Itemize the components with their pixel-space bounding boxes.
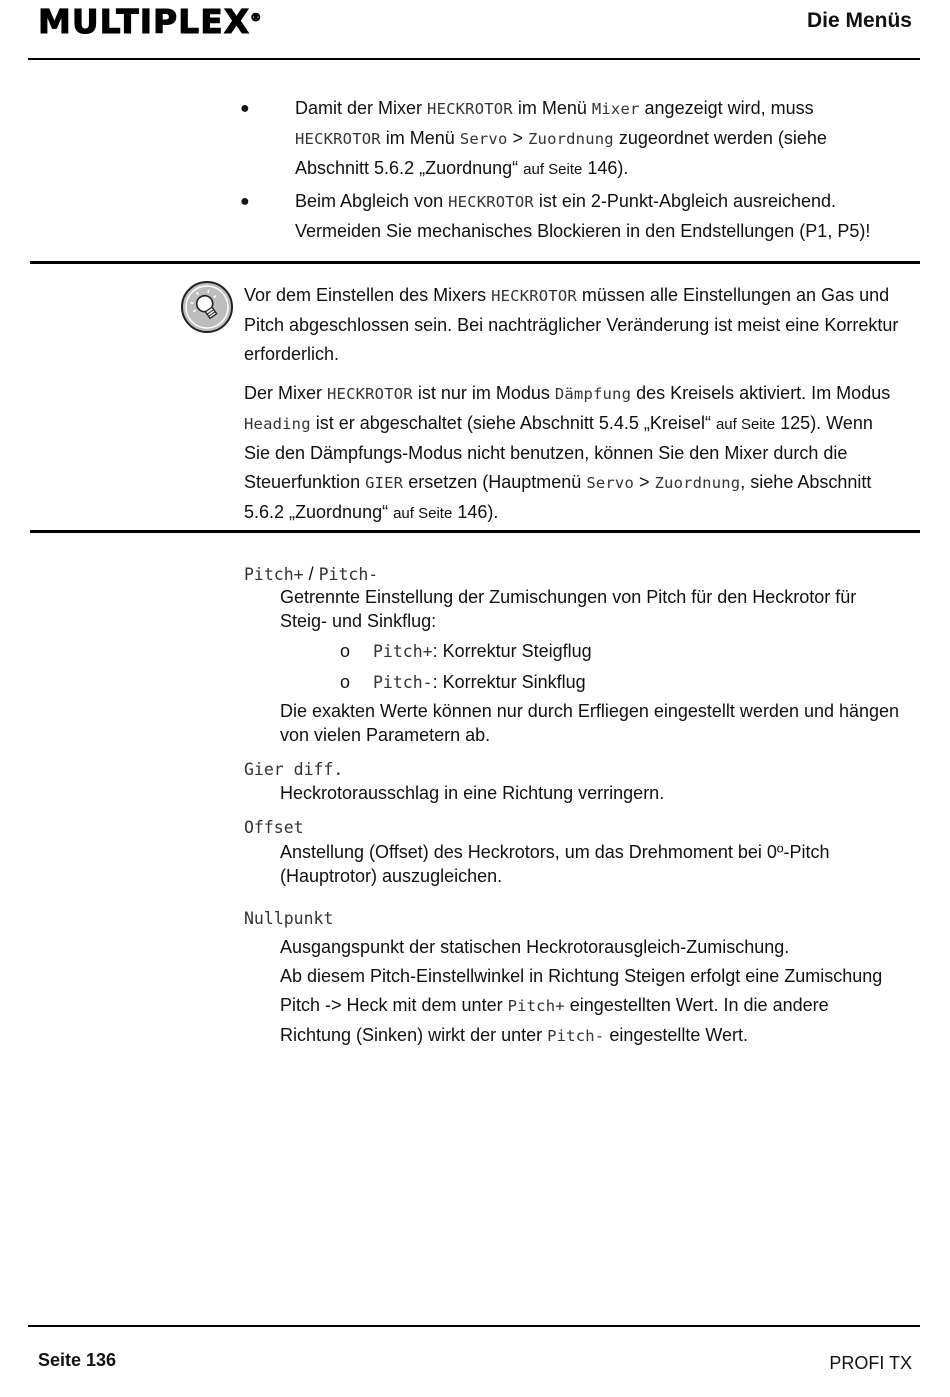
page-ref-label: auf Seite — [523, 161, 583, 178]
page-number: Seite 136 — [38, 1350, 117, 1370]
text-run: > — [507, 128, 529, 148]
brand-logo — [38, 2, 262, 41]
menu-term: Heading — [244, 415, 311, 433]
text-run: ist ein 2-Punkt-Abgleich ausreichend. — [533, 191, 837, 211]
sub-list-item — [340, 669, 586, 695]
param-pitch-description — [280, 585, 856, 633]
param-pitch-note-line: von vielen Parametern ab. — [280, 725, 491, 745]
param-pitch-note-line: Die exakten Werte können nur durch Erfliegen eingestellt werden und hängen — [280, 701, 900, 721]
text-line — [295, 124, 827, 154]
text-line — [244, 409, 890, 439]
text-run: Vermeiden Sie mechanisches Blockieren in den Endstellungen (P1, P5)! — [295, 221, 871, 241]
page-title: Die Menüs — [806, 9, 912, 32]
lightbulb-icon — [180, 280, 234, 334]
param-offset-heading: Offset — [244, 818, 304, 837]
param-nullpunkt-description — [280, 933, 882, 1051]
text-run: angezeigt wird, muss — [639, 98, 814, 118]
text-line — [244, 340, 898, 369]
param-term-separator: / — [303, 564, 319, 584]
param-term-pitch-minus: Pitch- — [318, 565, 379, 584]
text-run: 125). Wenn — [775, 413, 873, 433]
param-gier-heading: Gier diff. — [244, 760, 344, 779]
text-run: Damit der Mixer — [295, 98, 428, 118]
sub-item-term: Pitch+ — [373, 642, 433, 661]
text-run: ersetzen (Hauptmenü — [403, 472, 587, 492]
text-run: Ab diesem Pitch-Einstellwinkel in Richtung Steigen erfolgt eine Zumischung — [280, 966, 883, 986]
menu-term: GIER — [365, 474, 404, 492]
sub-list-marker: o — [340, 672, 351, 692]
text-run: > — [633, 472, 655, 492]
note-top-rule — [30, 261, 920, 264]
bullet-text-2 — [295, 187, 870, 246]
footer-rule — [28, 1325, 920, 1327]
sub-item-term: Pitch- — [373, 673, 433, 692]
text-run: Vor dem Einstellen des Mixers — [244, 285, 492, 305]
menu-term: HECKROTOR — [295, 130, 381, 148]
menu-term: Servo — [586, 474, 634, 492]
param-pitch-note — [280, 699, 899, 747]
text-line — [244, 281, 898, 311]
text-line — [295, 187, 870, 217]
note-bottom-rule — [30, 530, 920, 533]
text-line — [244, 311, 898, 340]
text-line — [280, 933, 882, 962]
menu-term: Pitch+ — [507, 997, 565, 1015]
sub-item-text: : Korrektur Steigflug — [432, 641, 592, 661]
text-line — [295, 217, 870, 246]
bullet-dot: ● — [240, 100, 250, 117]
text-run: Sie den Dämpfungs-Modus nicht benutzen, können Sie den Mixer durch die — [244, 443, 848, 463]
text-line — [244, 439, 890, 468]
sub-list-marker: o — [340, 641, 351, 661]
param-pitch-desc-line: Getrennte Einstellung der Zumischungen von Pitch für den Heckrotor für — [280, 587, 857, 607]
text-run: , siehe Abschnitt — [740, 472, 872, 492]
text-run: 5.6.2 „Zuordnung“ — [244, 502, 394, 522]
page-ref-label: auf Seite — [393, 505, 453, 522]
text-line — [295, 94, 827, 124]
param-pitch-heading — [244, 563, 378, 586]
text-run: 146). — [582, 158, 629, 178]
text-run: eingestellte Wert. — [604, 1025, 749, 1045]
text-run: Der Mixer — [244, 383, 328, 403]
menu-term: Dämpfung — [554, 385, 632, 403]
text-line — [244, 379, 890, 409]
menu-term: Servo — [459, 130, 508, 148]
sub-list-item — [340, 638, 592, 664]
param-pitch-desc-line: Steig- und Sinkflug: — [280, 611, 437, 631]
menu-term: Mixer — [591, 100, 640, 118]
sub-item-text: : Korrektur Sinkflug — [432, 672, 586, 692]
note-paragraph-1 — [244, 281, 898, 369]
text-run: zugeordnet werden (siehe — [613, 128, 827, 148]
menu-term: HECKROTOR — [491, 287, 577, 305]
text-line — [280, 1021, 882, 1051]
note-paragraph-2 — [244, 379, 890, 528]
text-run: im Menü — [380, 128, 460, 148]
menu-term: Zuordnung — [528, 130, 614, 148]
menu-term: HECKROTOR — [327, 385, 413, 403]
page-ref-label: auf Seite — [715, 416, 776, 433]
text-run: müssen alle Einstellungen an Gas und — [576, 285, 890, 305]
text-run: 146). — [452, 502, 499, 522]
text-run: ist er abgeschaltet (siehe Abschnitt 5.4.5 „Kreisel“ — [310, 413, 716, 433]
text-run: Pitch -> Heck mit dem unter — [280, 995, 508, 1015]
menu-term: HECKROTOR — [427, 100, 513, 118]
param-gier-description: Heckrotorausschlag in eine Richtung verringern. — [280, 783, 665, 803]
param-term-pitch-plus: Pitch+ — [244, 565, 304, 584]
menu-term: HECKROTOR — [448, 193, 534, 211]
text-run: im Menü — [512, 98, 592, 118]
text-run: Abschnitt 5.6.2 „Zuordnung“ — [295, 158, 524, 178]
header-rule — [28, 58, 920, 60]
registered-mark: ® — [250, 11, 263, 24]
param-offset-description — [280, 840, 829, 888]
bullet-text-1 — [295, 94, 827, 184]
text-run: Steuerfunktion — [244, 472, 366, 492]
text-run: erforderlich. — [244, 344, 340, 364]
text-run: Pitch abgeschlossen sein. Bei nachträglicher Veränderung ist meist eine Korrektur — [244, 315, 899, 335]
param-nullpunkt-heading: Nullpunkt — [244, 909, 334, 928]
text-line — [280, 991, 882, 1021]
text-line — [244, 468, 890, 498]
product-name: PROFI TX — [829, 1353, 912, 1373]
text-run: des Kreisels aktiviert. Im Modus — [631, 383, 891, 403]
param-offset-desc-line: Anstellung (Offset) des Heckrotors, um das Drehmoment bei 0º-Pitch — [280, 842, 830, 862]
text-line — [244, 498, 890, 528]
text-line — [280, 962, 882, 991]
param-offset-desc-line: (Hauptrotor) auszugleichen. — [280, 866, 503, 886]
text-line — [295, 154, 827, 184]
text-run: Ausgangspunkt der statischen Heckrotorausgleich-Zumischung. — [280, 937, 790, 957]
bullet-dot: ● — [240, 193, 250, 210]
brand-logo-text: MULTIPLEX — [38, 2, 251, 41]
text-run: eingestellten Wert. In die andere — [564, 995, 829, 1015]
text-run: ist nur im Modus — [412, 383, 555, 403]
menu-term: Zuordnung — [654, 474, 741, 492]
text-run: Richtung (Sinken) wirkt der unter — [280, 1025, 548, 1045]
text-run: Beim Abgleich von — [295, 191, 449, 211]
menu-term: Pitch- — [547, 1027, 605, 1045]
